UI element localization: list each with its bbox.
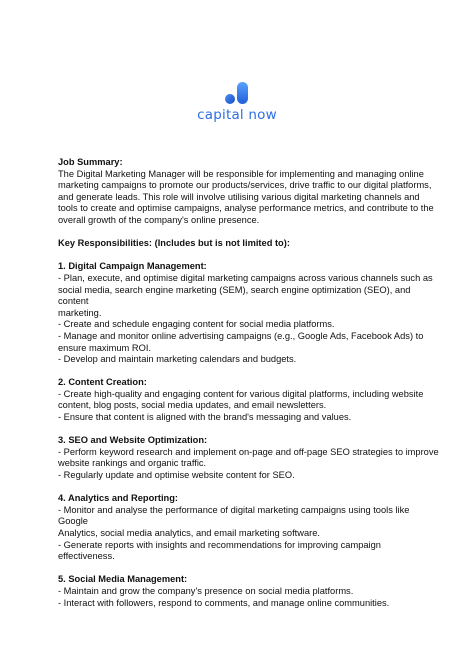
capital-now-logo-icon [217, 80, 257, 106]
document-body [58, 157, 439, 609]
text-line: and generate leads. This role will involve utilising various digital marketing channels and [58, 191, 420, 202]
spacer [58, 563, 418, 575]
spacer [58, 424, 418, 436]
section-heading: 3. SEO and Website Optimization: [58, 435, 208, 446]
text-line: - Maintain and grow the company's presence on social media platforms. [58, 585, 354, 596]
job-summary-text [58, 168, 434, 227]
text-line: - Create high-quality and engaging content for various digital platforms, including website [58, 388, 424, 399]
text-line: overall growth of the company's online presence. [58, 214, 260, 225]
text-line: - Monitor and analyse the performance of digital marketing campaigns using tools like [58, 504, 410, 515]
text-line: - Plan, execute, and optimise digital marketing campaigns across various channels such as [58, 272, 433, 283]
text-line: ensure maximum ROI. [58, 342, 151, 353]
text-line: - Generate reports with insights and recommendations for improving campaign [58, 539, 381, 550]
text-line: - Develop and maintain marketing calendars and budgets. [58, 354, 297, 365]
section-digital-campaign-management [58, 261, 433, 365]
brand-logo [0, 80, 474, 123]
brand-name: capital now [197, 107, 277, 123]
section-heading: 4. Analytics and Reporting: [58, 493, 179, 504]
text-line: effectiveness. [58, 551, 115, 562]
text-line: The Digital Marketing Manager will be responsible for implementing and managing online [58, 168, 424, 179]
text-line: Analytics, social media analytics, and email marketing software. [58, 528, 320, 538]
text-line: - Manage and monitor online advertising campaigns (e.g., Google Ads, Facebook Ads) to [58, 330, 424, 341]
text-line: content [58, 296, 89, 307]
text-line: - Interact with followers, respond to comments, and manage online communities. [58, 597, 390, 608]
section-heading: 2. Content Creation: [58, 377, 147, 388]
spacer [58, 227, 418, 239]
text-line: marketing campaigns to promote our products/services, drive traffic to our digital platforms, [58, 180, 432, 191]
text-line: content, blog posts, social media updates, and email newsletters. [58, 400, 327, 411]
job-summary-section [58, 157, 434, 227]
spacer [58, 366, 418, 378]
text-line: - Regularly update and optimise website content for SEO. [58, 470, 295, 481]
text-line: - Ensure that content is aligned with the brand's messaging and values. [58, 412, 352, 423]
section-heading: 1. Digital Campaign Management: [58, 261, 207, 272]
text-line: website rankings and organic traffic. [58, 458, 207, 469]
text-line: - Create and schedule engaging content for social media platforms. [58, 319, 335, 330]
spacer [58, 250, 418, 262]
text-line: - Perform keyword research and implement on-page and off-page SEO strategies to improve [58, 446, 439, 457]
section-content-creation [58, 377, 424, 423]
section-social-media-management [58, 574, 418, 609]
key-responsibilities-heading: Key Responsibilities: (Includes but is not limited to): [58, 238, 290, 249]
text-line: marketing. [58, 307, 102, 318]
text-line: Google [58, 516, 88, 527]
section-heading: 5. Social Media Management: [58, 574, 188, 585]
job-summary-heading: Job Summary: [58, 157, 123, 167]
text-line: social media, search engine marketing (SEM), search engine optimization (SEO), and [58, 284, 411, 295]
text-line: tools to create and optimise campaigns, analyse performance metrics, and contribute to the [58, 203, 434, 214]
section-analytics-reporting [58, 493, 418, 563]
section-seo-website-optimization [58, 435, 439, 481]
spacer [58, 482, 418, 494]
